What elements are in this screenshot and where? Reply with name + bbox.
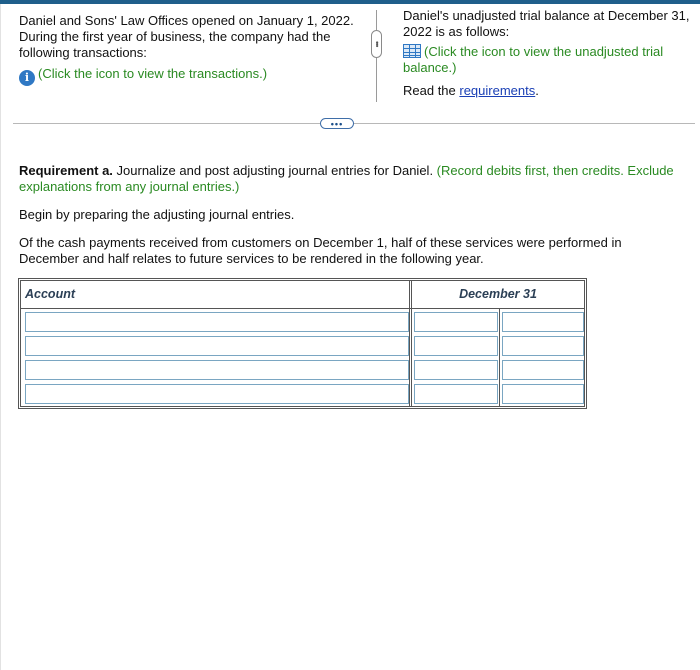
info-icon[interactable]: i bbox=[19, 70, 35, 86]
credit-input-row-1[interactable] bbox=[502, 312, 584, 332]
requirement-hint: (Record debits first, then credits. Exclude explanations from any journal entries.) bbox=[19, 163, 674, 194]
column-header-date: December 31 bbox=[459, 287, 537, 301]
column-separator bbox=[409, 281, 412, 406]
left-intro-text: Daniel and Sons' Law Offices opened on January 1, 2022. During the first year of business, the company had the following transactions: bbox=[19, 13, 354, 60]
debit-input-row-1[interactable] bbox=[414, 312, 498, 332]
top-accent-bar bbox=[0, 0, 700, 4]
vertical-divider-handle[interactable] bbox=[371, 30, 382, 58]
requirement-label: Requirement a. bbox=[19, 163, 113, 178]
trial-balance-link-text[interactable]: (Click the icon to view the unadjusted trial balance.) bbox=[403, 44, 664, 75]
horizontal-divider-handle[interactable] bbox=[320, 118, 354, 129]
left-border bbox=[0, 4, 1, 670]
read-prefix: Read the bbox=[403, 83, 460, 98]
column-header-account: Account bbox=[25, 287, 75, 301]
credit-input-row-4[interactable] bbox=[502, 384, 584, 404]
account-input-row-4[interactable] bbox=[25, 384, 409, 404]
scenario-text: Of the cash payments received from customers on December 1, half of these services were performed in December and half relates to future services to be rendered in the following year. bbox=[19, 235, 622, 266]
transactions-link[interactable] bbox=[19, 66, 354, 86]
trial-balance-link[interactable] bbox=[403, 44, 693, 76]
account-input-row-3[interactable] bbox=[25, 360, 409, 380]
account-input-row-2[interactable] bbox=[25, 336, 409, 356]
debit-input-row-3[interactable] bbox=[414, 360, 498, 380]
table-icon[interactable] bbox=[403, 44, 421, 58]
requirement-text: Journalize and post adjusting journal entries for Daniel. bbox=[112, 163, 437, 178]
requirements-link[interactable]: requirements bbox=[459, 83, 536, 98]
credit-input-row-3[interactable] bbox=[502, 360, 584, 380]
step-instruction: Begin by preparing the adjusting journal entries. bbox=[19, 207, 295, 222]
question-area bbox=[19, 163, 684, 279]
horizontal-divider bbox=[13, 123, 695, 124]
right-intro-text: Daniel's unadjusted trial balance at December 31, 2022 is as follows: bbox=[403, 8, 690, 39]
account-input-row-1[interactable] bbox=[25, 312, 409, 332]
requirement-line bbox=[19, 163, 684, 195]
read-suffix: . bbox=[535, 83, 539, 98]
debit-input-row-4[interactable] bbox=[414, 384, 498, 404]
read-requirements-line bbox=[403, 83, 693, 99]
credit-input-row-2[interactable] bbox=[502, 336, 584, 356]
handle-dots: ••• bbox=[372, 41, 382, 47]
right-panel bbox=[403, 8, 693, 99]
debit-input-row-2[interactable] bbox=[414, 336, 498, 356]
left-panel bbox=[19, 13, 354, 86]
journal-entry-table bbox=[18, 278, 587, 409]
debit-credit-separator bbox=[499, 308, 501, 406]
transactions-link-text[interactable]: (Click the icon to view the transactions.) bbox=[38, 66, 268, 81]
handle-dots-h: ••• bbox=[330, 118, 344, 129]
